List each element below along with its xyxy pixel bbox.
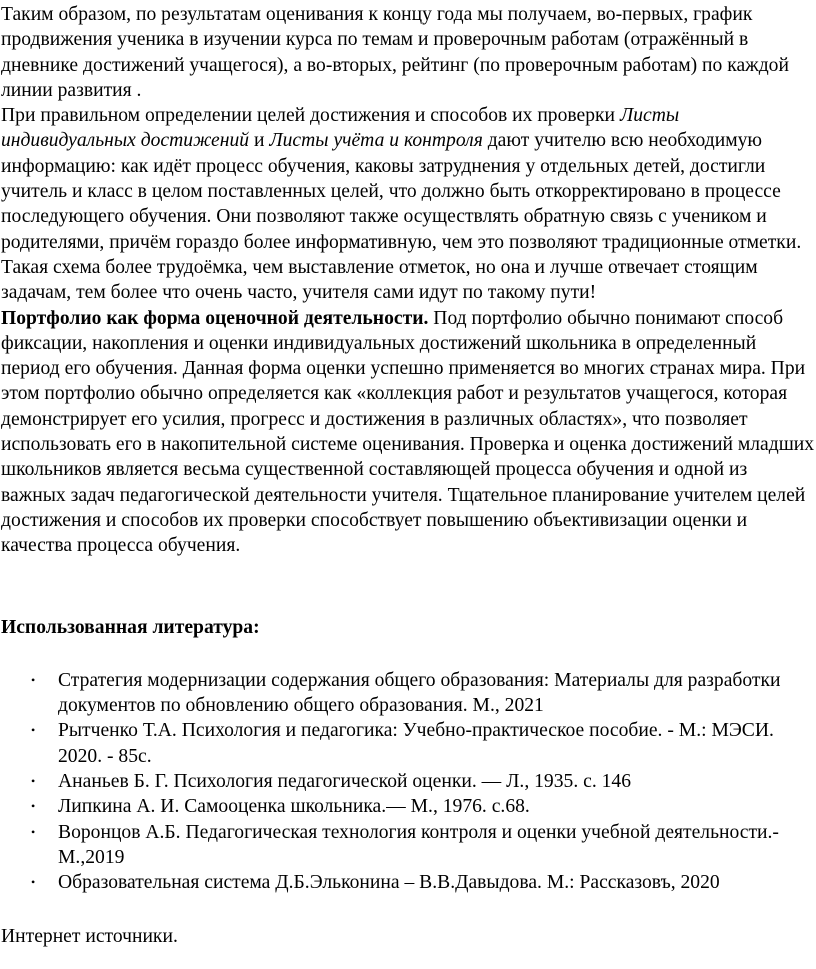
list-item [1,820,816,871]
references-heading [1,615,816,640]
internet-sources-heading: Интернет источники. [1,925,178,947]
paragraph-achievement-sheets [1,103,816,305]
italic-term: Листы учёта и контроля [269,130,483,152]
paragraph-text: дают учителю всю необходимую информацию: как идёт процесс обучения, каковы затруднения у отдельных детей, достигли учитель и класс в целом поставленных целей, что должно быть откорректировано в процессе последующего обучения. Они позволяют также осуществлять обратную связь с учеником и родителями, причём гораздо более информативную, чем это позволяют традиционные отметки. Такая схема более трудоёмка, чем выставление отметок, но она и лучше отвечает стоящим задачам, тем более что очень часто, учителя сами идут по такому пути! [1,130,802,304]
list-item [1,794,816,819]
bullet-icon: • [31,824,36,839]
list-item [1,769,816,794]
paragraph-portfolio [1,306,816,559]
bullet-icon: • [31,799,36,814]
reference-text: Воронцов А.Б. Педагогическая технология контроля и оценки учебной деятельности.- М.,2019 [58,821,779,868]
reference-text: Образовательная система Д.Б.Эльконина – В.В.Давыдова. М.: Рассказовъ, 2020 [58,872,720,894]
paragraph-text: Под портфолио обычно понимают способ фиксации, накопления и оценки индивидуальных достижений школьника в определенный период его обучения. Данная форма оценки успешно применяется во многих странах мира. При этом портфолио обычно определяется как «коллекция работ и результатов учащегося, которая демонстрирует его усилия, прогресс и достижения в различных областях», что позволяет использовать его в накопительной системе оценивания. Проверка и оценка достижений младших школьников является весьма существенной составляющей процесса обучения и одной из важных задач педагогической деятельности учителя. Тщательное планирование учителем целей достижения и способов их проверки способствует повышению объективизации оценки и качества процесса обучения. [1,307,815,557]
paragraph-text: и [249,130,270,152]
list-item [1,870,816,895]
bullet-icon: • [31,672,36,687]
references-list [1,668,816,896]
paragraph-summary: Таким образом, по результатам оценивания к концу года мы получаем, во-первых, график продвижения ученика в изучении курса по темам и проверочным работам (отражённый в дневнике достижений учащегося), а во-вторых, рейтинг (по проверочным работам) по каждой линии развития . [1,4,789,101]
list-item [1,718,816,769]
reference-text: Стратегия модернизации содержания общего образования: Материалы для разработки документов по обновлению общего образования. М., 2021 [58,669,781,717]
italic-term: Листы индивидуальных достижений [1,105,680,152]
paragraph-text: При правильном определении целей достижения и способов их проверки [1,105,620,127]
list-item [1,668,816,719]
bullet-icon: • [31,875,36,890]
references-heading-text: Использованная литература: [1,616,260,638]
reference-text: Липкина А. И. Самооценка школьника.— М., 1976. с.68. [58,796,530,818]
bullet-icon: • [31,723,36,738]
portfolio-heading: Портфолио как форма оценочной деятельности. [1,307,429,329]
bullet-icon: • [31,774,36,789]
reference-text: Рытченко Т.А. Психология и педагогика: Учебно-практическое пособие. - М.: МЭСИ. 2020. - 85с. [58,720,774,767]
document-page [0,2,816,969]
reference-text: Ананьев Б. Г. Психология педагогической оценки. — Л., 1935. с. 146 [58,771,632,793]
